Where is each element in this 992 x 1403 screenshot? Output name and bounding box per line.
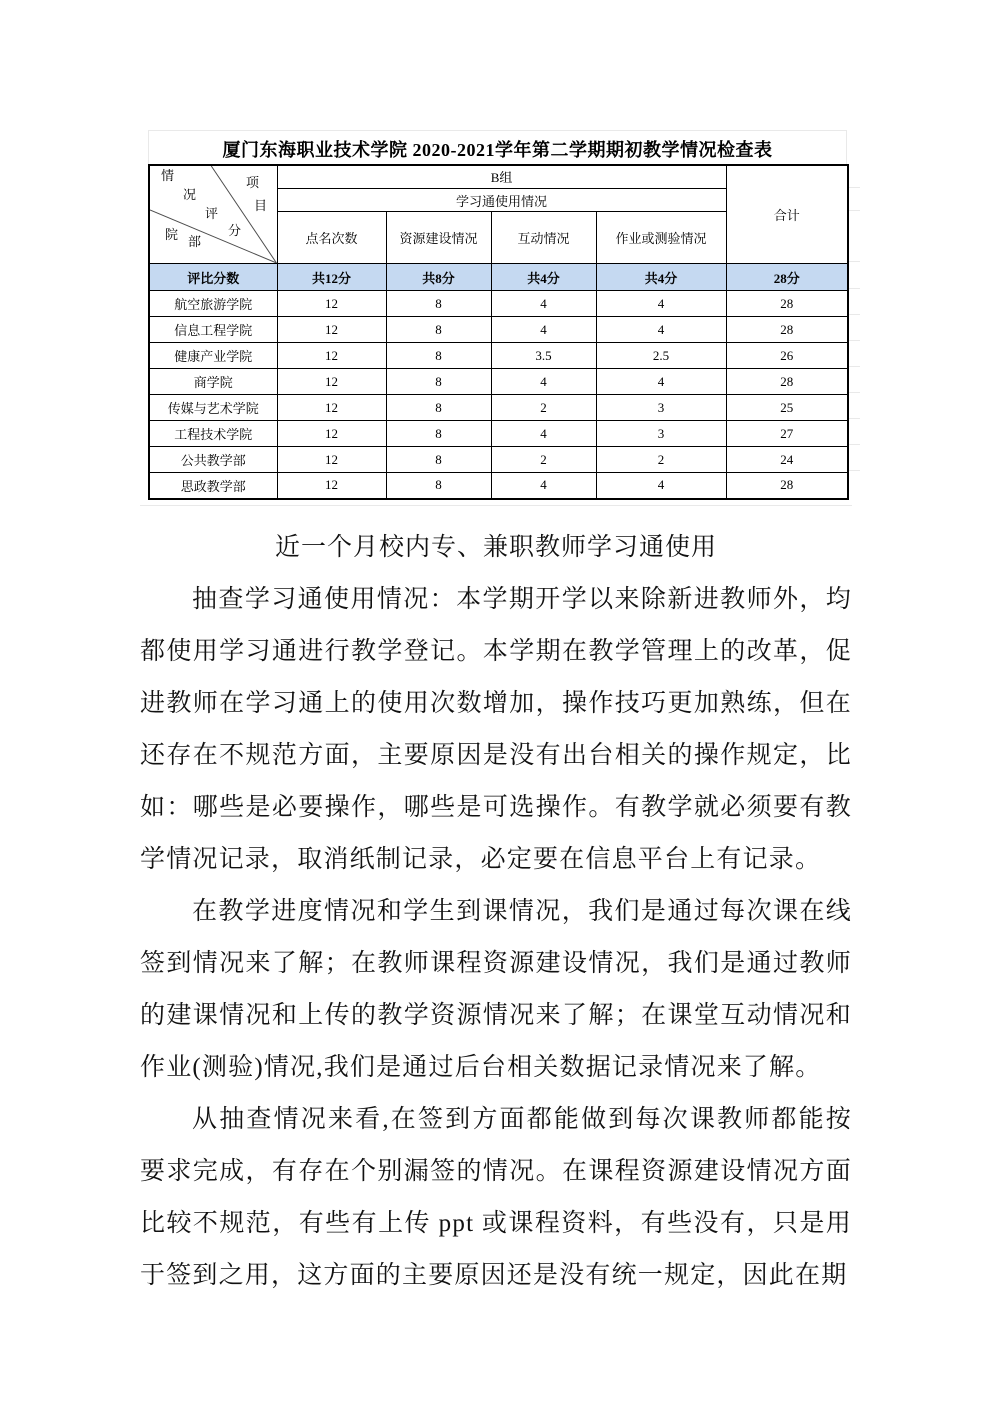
corner-header-cell (149, 165, 277, 264)
value-cell: 3 (596, 395, 726, 421)
table-row (149, 343, 848, 369)
value-cell: 4 (596, 369, 726, 395)
gridline (849, 444, 860, 445)
value-cell: 26 (726, 343, 848, 369)
college-name: 思政教学部 (149, 473, 277, 499)
college-name: 传媒与艺术学院 (149, 395, 277, 421)
value-cell: 4 (491, 317, 596, 343)
table-row (149, 395, 848, 421)
column-header: 互动情况 (491, 212, 596, 264)
value-cell: 8 (386, 291, 491, 317)
gridline (849, 261, 860, 262)
subgroup-header: 学习通使用情况 (277, 188, 726, 211)
column-header: 资源建设情况 (386, 212, 491, 264)
table-title: 厦门东海职业技术学院 2020-2021学年第二学期期初教学情况检查表 (222, 140, 773, 160)
value-cell: 8 (386, 473, 491, 499)
value-cell: 12 (277, 447, 386, 473)
value-cell: 8 (386, 395, 491, 421)
value-cell: 3 (596, 421, 726, 447)
table-row (149, 369, 848, 395)
score-row-label: 评比分数 (149, 264, 277, 291)
score-cell: 共8分 (386, 264, 491, 291)
inspection-table (148, 164, 849, 500)
gridline (849, 210, 860, 211)
score-cell: 共4分 (491, 264, 596, 291)
gridline (849, 288, 860, 289)
value-cell: 12 (277, 473, 386, 499)
paragraph: 抽查学习通使用情况：本学期开学以来除新进教师外，均都使用学习通进行教学登记。本学期在教学管理上的改革，促进教师在学习通上的使用次数增加，操作技巧更加熟练，但在还存在不规范方面，主要原因是没有出台相关的操作规定，比如：哪些是必要操作，哪些是可选操作。有教学就必须要有教学情况记录，取消纸制记录，必定要在信息平台上有记录。 (140, 586, 852, 873)
gridline (849, 366, 860, 367)
value-cell: 8 (386, 343, 491, 369)
corner-label-situation: 况 (183, 187, 197, 202)
value-cell: 8 (386, 317, 491, 343)
value-cell: 8 (386, 421, 491, 447)
value-cell: 2.5 (596, 343, 726, 369)
value-cell: 12 (277, 291, 386, 317)
college-name: 健康产业学院 (149, 343, 277, 369)
table-row (149, 291, 848, 317)
paragraph: 从抽查情况来看,在签到方面都能做到每次课教师都能按要求完成，有存在个别漏签的情况。在课程资源建设情况方面比较不规范，有些有上传 ppt 或课程资料，有些没有，只是用于签到之用，这方面的主要原因还是没有统一规定，因此在期 (140, 1106, 852, 1289)
gridline (148, 130, 847, 131)
corner-label-situation: 情 (161, 168, 175, 183)
gridline (849, 314, 860, 315)
value-cell: 28 (726, 317, 848, 343)
table-row (149, 421, 848, 447)
corner-label-department: 部 (188, 234, 202, 249)
value-cell: 4 (491, 421, 596, 447)
score-cell: 共12分 (277, 264, 386, 291)
total-header: 合计 (726, 165, 848, 264)
value-cell: 4 (596, 317, 726, 343)
gridline (849, 392, 860, 393)
score-row (149, 264, 848, 291)
score-cell: 共4分 (596, 264, 726, 291)
value-cell: 8 (386, 369, 491, 395)
college-name: 工程技术学院 (149, 421, 277, 447)
gridline (849, 340, 860, 341)
corner-label-situation: 分 (228, 223, 242, 238)
table-row (149, 473, 848, 499)
value-cell: 4 (596, 291, 726, 317)
section-heading: 近一个月校内专、兼职教师学习通使用 (274, 534, 717, 561)
college-name: 信息工程学院 (149, 317, 277, 343)
column-header: 点名次数 (277, 212, 386, 264)
report-text (140, 522, 852, 1302)
value-cell: 4 (491, 369, 596, 395)
column-header: 作业或测验情况 (596, 212, 726, 264)
value-cell: 12 (277, 317, 386, 343)
value-cell: 12 (277, 369, 386, 395)
value-cell: 12 (277, 395, 386, 421)
score-cell: 28分 (726, 264, 848, 291)
table-row (149, 447, 848, 473)
college-name: 商学院 (149, 369, 277, 395)
value-cell: 2 (491, 395, 596, 421)
gridline (849, 187, 860, 188)
gridline (140, 505, 852, 506)
table-row (149, 317, 848, 343)
value-cell: 4 (491, 473, 596, 499)
corner-label-situation: 评 (205, 206, 219, 221)
group-header: B组 (277, 165, 726, 188)
corner-label-project: 目 (254, 198, 268, 213)
value-cell: 28 (726, 473, 848, 499)
value-cell: 4 (491, 291, 596, 317)
value-cell: 2 (596, 447, 726, 473)
paragraph: 在教学进度情况和学生到课情况，我们是通过每次课在线签到情况来了解；在教师课程资源建设情况，我们是通过教师的建课情况和上传的教学资源情况来了解；在课堂互动情况和作业(测验)情况,我们是通过后台相关数据记录情况来了解。 (140, 898, 852, 1081)
corner-label-department: 院 (165, 227, 179, 242)
corner-label-project: 项 (246, 175, 260, 190)
value-cell: 12 (277, 343, 386, 369)
value-cell: 8 (386, 447, 491, 473)
value-cell: 3.5 (491, 343, 596, 369)
value-cell: 27 (726, 421, 848, 447)
value-cell: 25 (726, 395, 848, 421)
value-cell: 24 (726, 447, 848, 473)
gridline (849, 418, 860, 419)
value-cell: 2 (491, 447, 596, 473)
value-cell: 28 (726, 291, 848, 317)
value-cell: 4 (596, 473, 726, 499)
college-name: 公共教学部 (149, 447, 277, 473)
gridline (849, 470, 860, 471)
value-cell: 12 (277, 421, 386, 447)
college-name: 航空旅游学院 (149, 291, 277, 317)
value-cell: 28 (726, 369, 848, 395)
